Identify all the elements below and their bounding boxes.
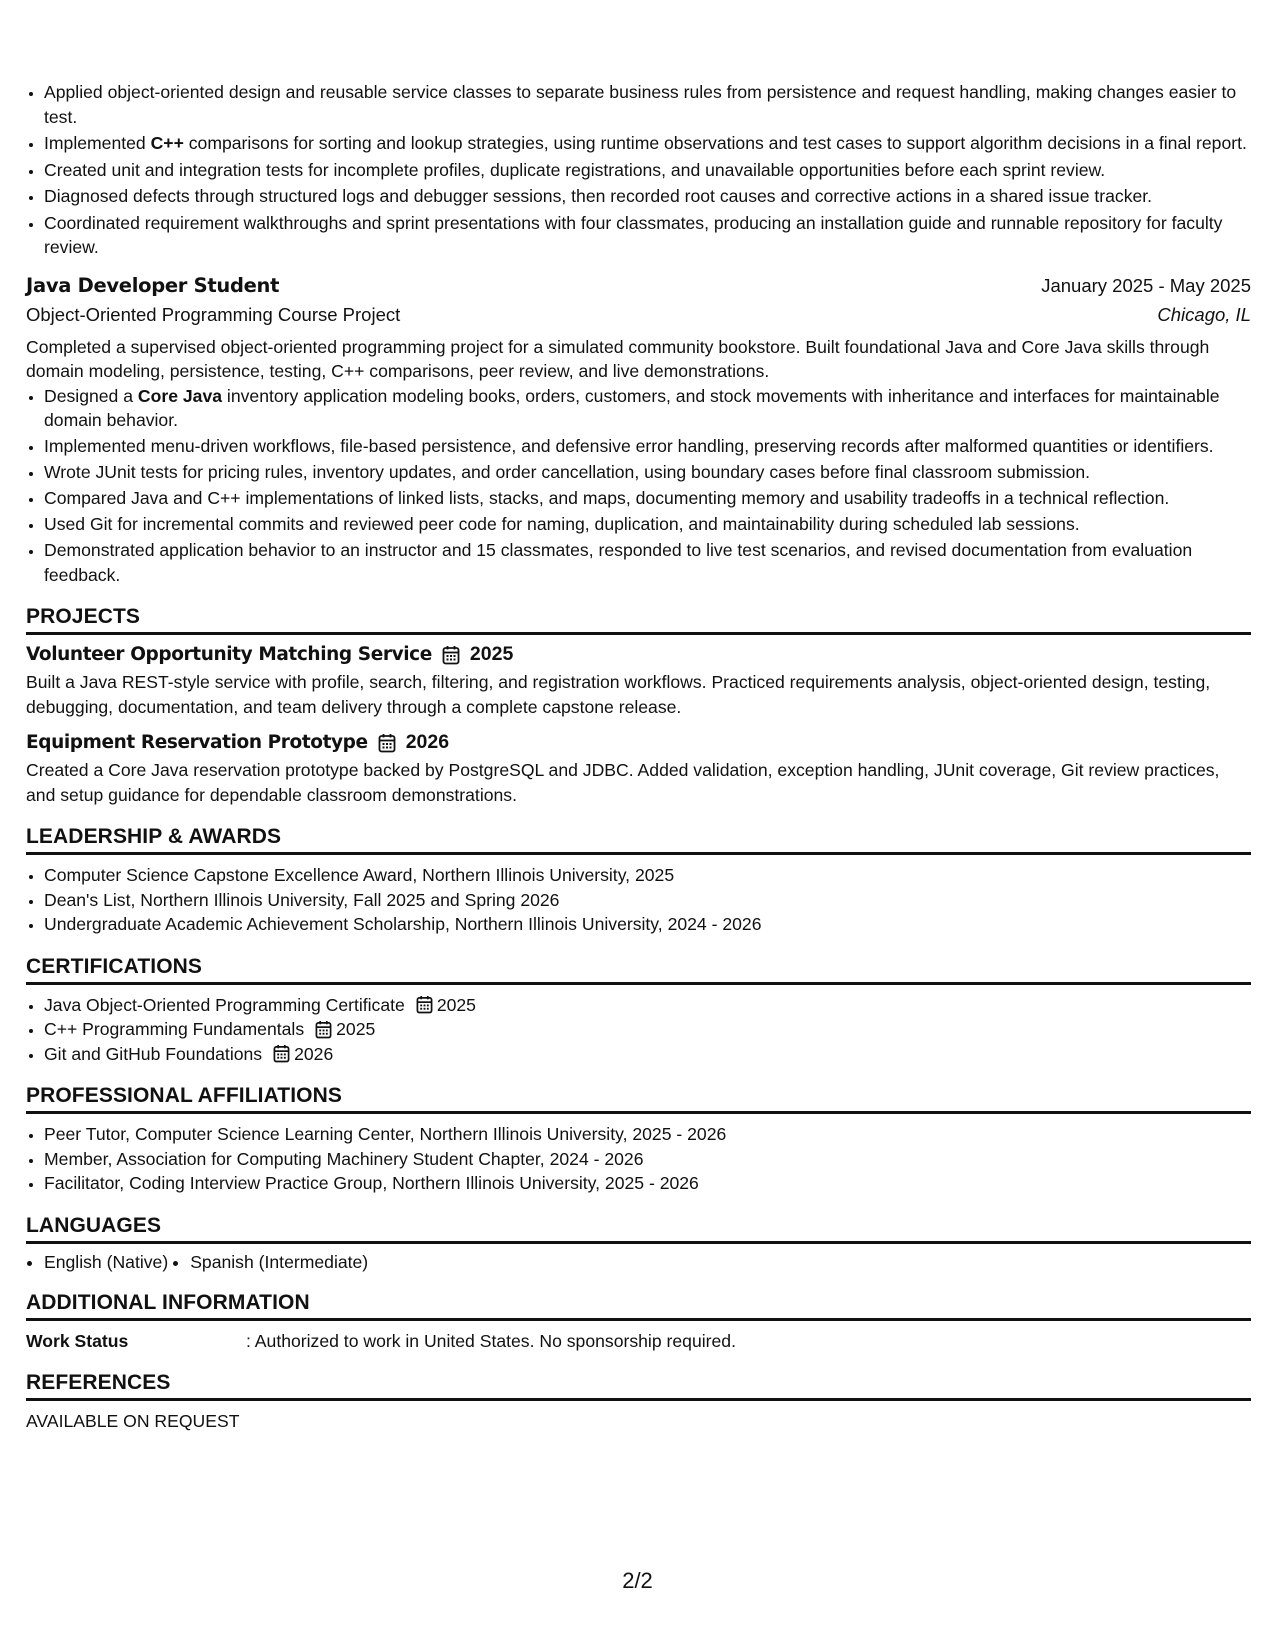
- page-number: 2/2: [622, 1568, 653, 1593]
- list-item: • Demonstrated application behavior to an instructor and 15 classmates, responded to live test scenarios, and revised documentation from evaluation feedback.: [44, 538, 1251, 587]
- list-item: • Compared Java and C++ implementations of linked lists, stacks, and maps, documenting memory and usability tradeoffs in a technical reflection.: [44, 486, 1251, 511]
- experience-continued-bullets: [26, 80, 1251, 260]
- section-heading: LANGUAGES: [26, 1214, 1251, 1244]
- project-year: 2026: [405, 731, 450, 753]
- affiliations-list: [26, 1122, 1251, 1196]
- job-bullets: [26, 384, 1251, 588]
- section-heading: REFERENCES: [26, 1371, 1251, 1401]
- calendar-icon: [378, 733, 396, 753]
- project-title: Equipment Reservation Prototype: [26, 732, 368, 753]
- language-item: English (Native): [44, 1251, 169, 1272]
- list-item: • Computer Science Capstone Excellence Award, Northern Illinois University, 2025: [44, 863, 1251, 888]
- project-description: Created a Core Java reservation prototype backed by PostgreSQL and JDBC. Added validation, exception handling, JUnit coverage, Git review practices, and setup guidance for dependable classroom demonstrations.: [26, 760, 1220, 805]
- references-section: [26, 1371, 1251, 1434]
- languages-list: [26, 1252, 1251, 1273]
- job-description: Completed a supervised object-oriented programming project for a simulated community bookstore. Built foundational Java and Core Java skills through domain modeling, persistence, testing, C++ comparisons, peer review, and live demonstrations.: [26, 336, 1210, 381]
- resume-page: [26, 0, 1251, 1434]
- list-item: • Used Git for incremental commits and reviewed peer code for naming, duplication, and maintainability during scheduled lab sessions.: [44, 512, 1251, 537]
- certification-name: • Java Object-Oriented Programming Certificate: [44, 994, 405, 1015]
- list-item: [44, 993, 1251, 1018]
- work-status-label: Work Status: [26, 1330, 129, 1351]
- section-heading: ADDITIONAL INFORMATION: [26, 1291, 1251, 1321]
- list-item: • Implemented menu-driven workflows, file-based persistence, and defensive error handling, preserving records after malformed quantities or identifiers.: [44, 434, 1251, 459]
- languages-section: [26, 1214, 1251, 1273]
- projects-section: [26, 605, 1251, 807]
- list-item: • Wrote JUnit tests for pricing rules, inventory updates, and order cancellation, using boundary cases before final classroom submission.: [44, 460, 1251, 485]
- list-item: • Undergraduate Academic Achievement Scholarship, Northern Illinois University, 2024 - 2026: [44, 912, 1251, 937]
- section-heading: PROFESSIONAL AFFILIATIONS: [26, 1084, 1251, 1114]
- list-item: • Member, Association for Computing Machinery Student Chapter, 2024 - 2026: [44, 1147, 1251, 1172]
- experience-entry: [26, 274, 1251, 588]
- list-item: • Created unit and integration tests for incomplete profiles, duplicate registrations, and unavailable opportunities before each sprint review.: [44, 158, 1251, 183]
- section-heading: PROJECTS: [26, 605, 1251, 635]
- certification-year: 2025: [436, 994, 476, 1015]
- list-item: • Designed a Core Java inventory application modeling books, orders, customers, and stock movements with inheritance and interfaces for maintainable domain behavior.: [44, 384, 1251, 433]
- language-item: Spanish (Intermediate): [190, 1251, 369, 1272]
- project-entry: [26, 731, 1251, 807]
- references-text: AVAILABLE ON REQUEST: [26, 1411, 240, 1431]
- certifications-list: [26, 993, 1251, 1067]
- list-item: • Applied object-oriented design and reusable service classes to separate business rules from persistence and request handling, making changes easier to test.: [44, 80, 1251, 129]
- list-item: • Dean's List, Northern Illinois University, Fall 2025 and Spring 2026: [44, 888, 1251, 913]
- list-item: • Implemented C++ comparisons for sorting and lookup strategies, using runtime observations and test cases to support algorithm decisions in a final report.: [44, 131, 1251, 156]
- calendar-icon: [315, 1020, 332, 1039]
- list-item: • Coordinated requirement walkthroughs and sprint presentations with four classmates, producing an installation guide and runnable repository for faculty review.: [44, 211, 1251, 260]
- calendar-icon: [442, 645, 460, 665]
- job-location: Chicago, IL: [1157, 303, 1251, 325]
- project-title: Volunteer Opportunity Matching Service: [26, 644, 432, 665]
- certification-year: 2025: [336, 1019, 376, 1039]
- certification-year: 2026: [294, 1043, 334, 1064]
- project-year: 2025: [469, 643, 514, 665]
- list-item: [44, 1042, 1251, 1067]
- section-heading: CERTIFICATIONS: [26, 955, 1251, 985]
- list-item: [44, 1017, 1251, 1042]
- leadership-list: [26, 863, 1251, 937]
- list-item: • Facilitator, Coding Interview Practice Group, Northern Illinois University, 2025 - 2026: [44, 1171, 1251, 1196]
- work-status-value: : Authorized to work in United States. No sponsorship required.: [246, 1330, 736, 1351]
- job-title: Java Developer Student: [26, 273, 280, 297]
- affiliations-section: [26, 1084, 1251, 1196]
- project-entry: [26, 643, 1251, 719]
- additional-info-section: [26, 1291, 1251, 1354]
- calendar-icon: [273, 1044, 290, 1063]
- certification-name: • C++ Programming Fundamentals: [44, 1019, 305, 1039]
- list-item: • Diagnosed defects through structured logs and debugger sessions, then recorded root causes and corrective actions in a shared issue tracker.: [44, 184, 1251, 209]
- job-dates: January 2025 - May 2025: [1041, 274, 1251, 296]
- certifications-section: [26, 955, 1251, 1067]
- project-description: Built a Java REST-style service with profile, search, filtering, and registration workflows. Practiced requirements analysis, object-oriented design, testing, debugging, documentation, and team delivery through a complete capstone release.: [26, 672, 1211, 717]
- certification-name: • Git and GitHub Foundations: [44, 1043, 263, 1064]
- leadership-section: [26, 825, 1251, 937]
- calendar-icon: [416, 995, 433, 1014]
- list-item: • Peer Tutor, Computer Science Learning Center, Northern Illinois University, 2025 - 2026: [44, 1122, 1251, 1147]
- section-heading: LEADERSHIP & AWARDS: [26, 825, 1251, 855]
- job-subtitle: Object-Oriented Programming Course Project: [26, 303, 401, 325]
